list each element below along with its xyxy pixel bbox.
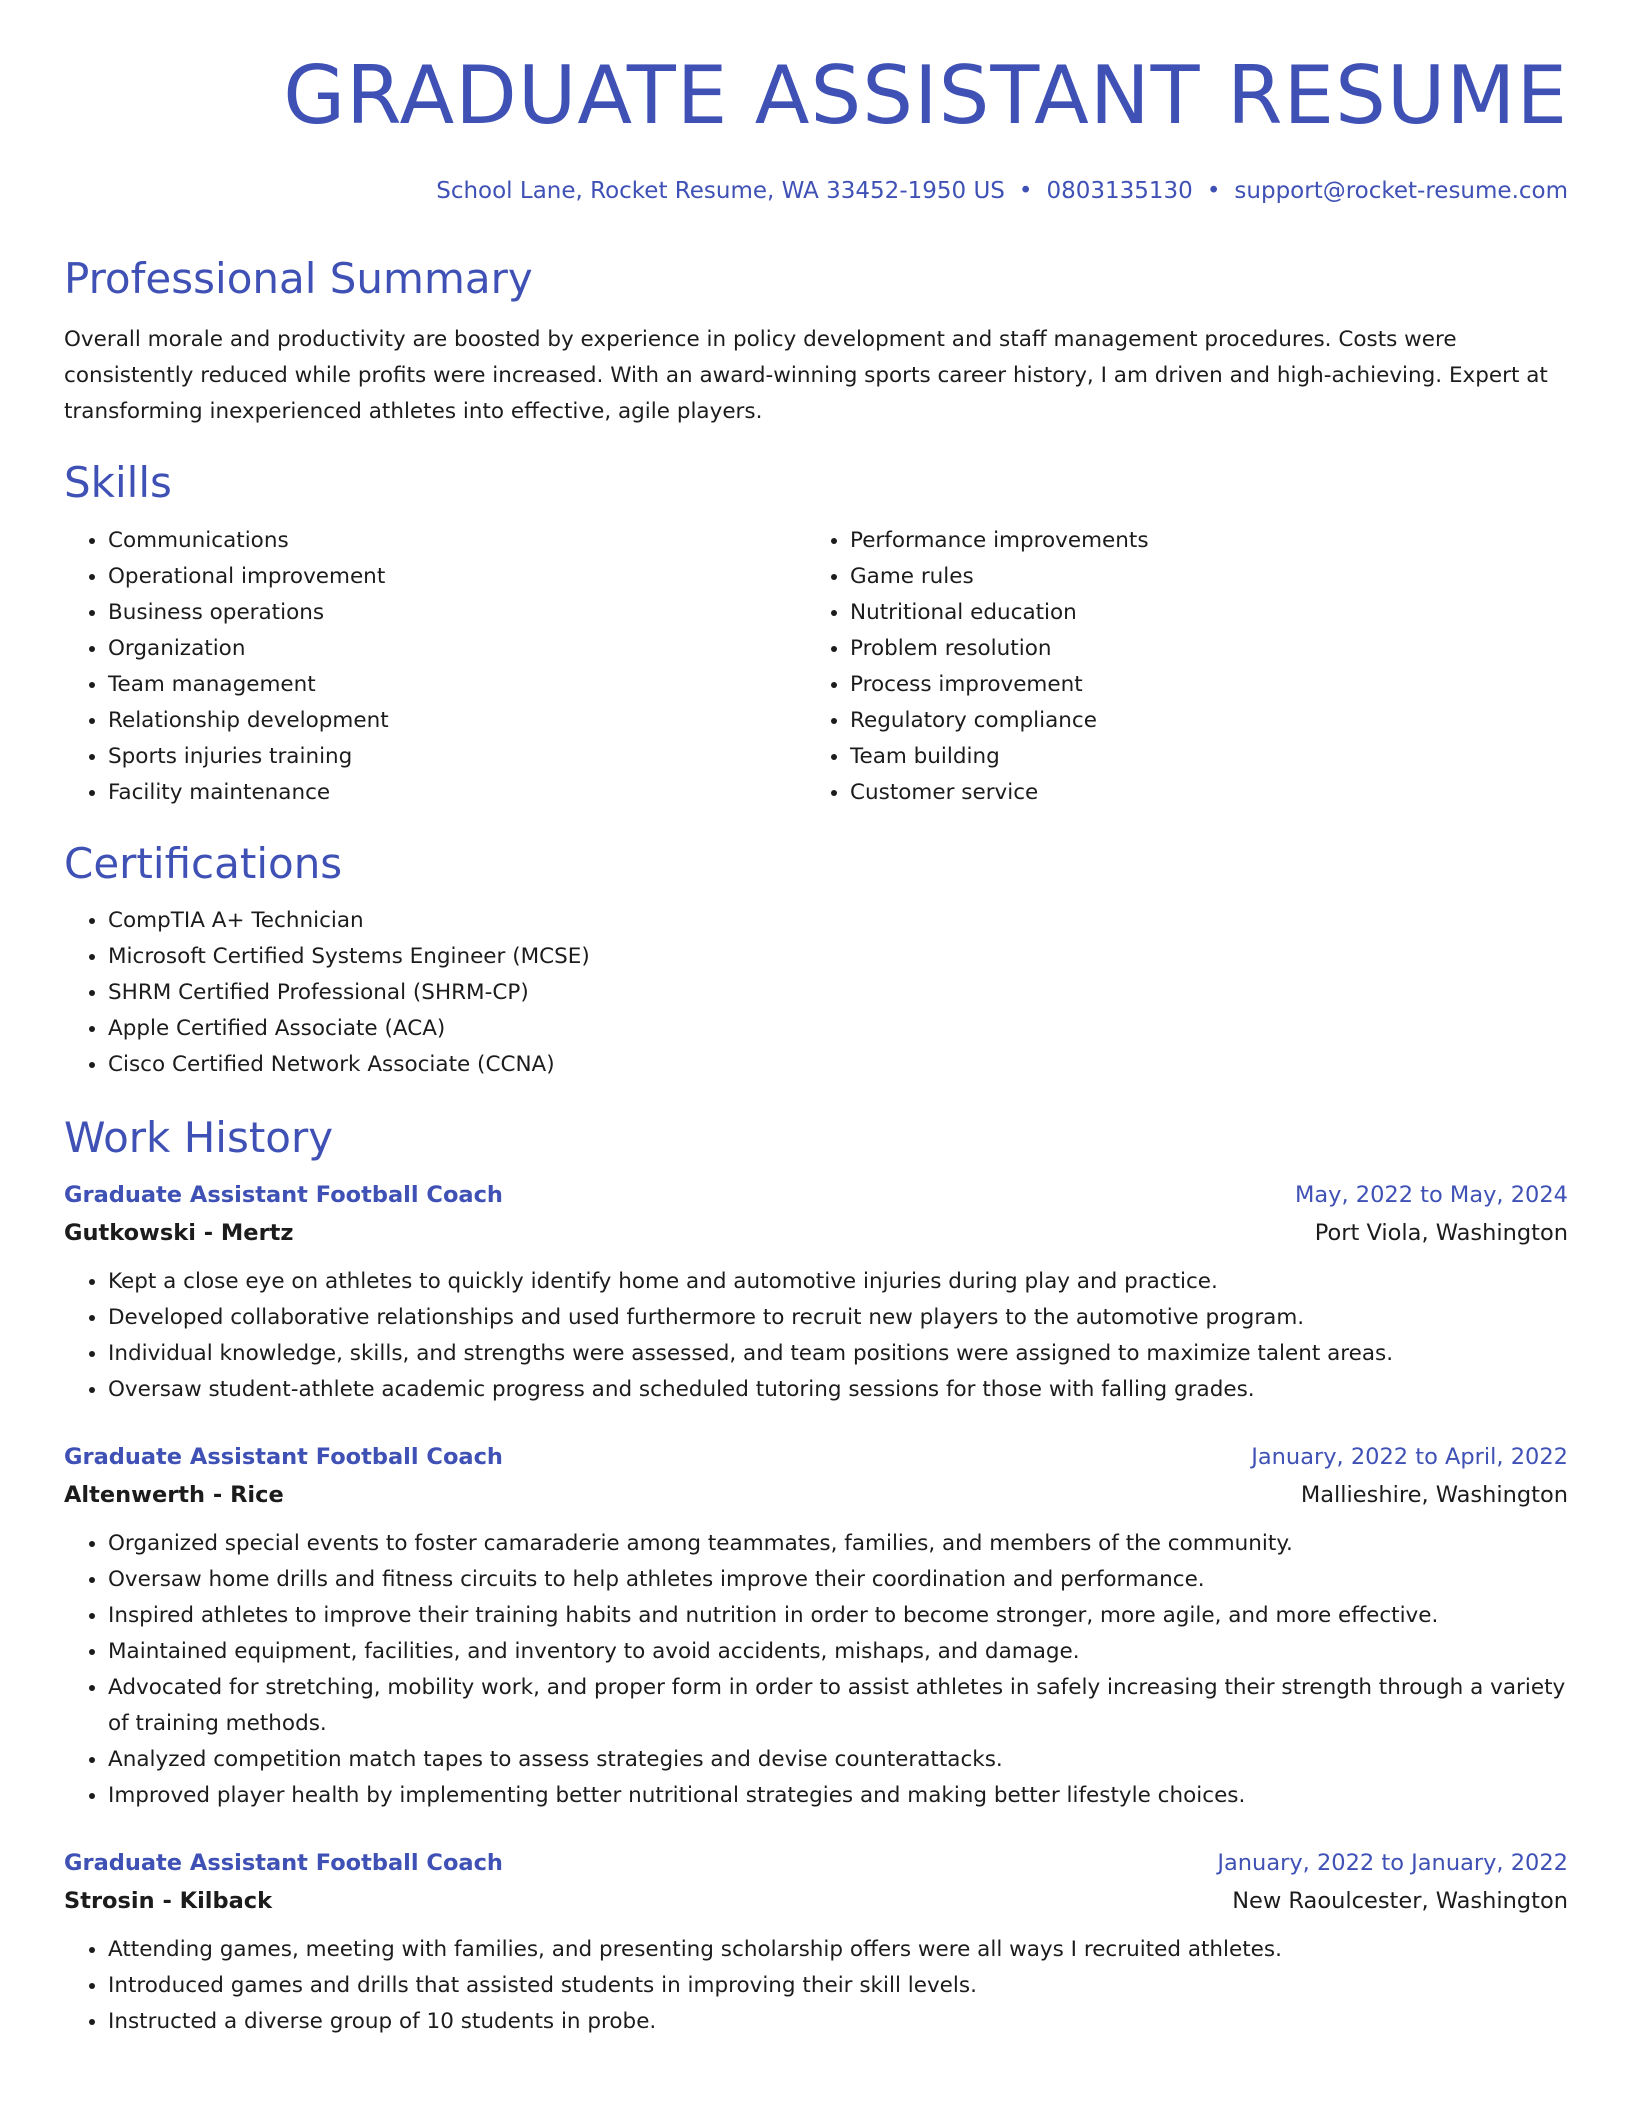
phone: 0803135130 <box>1046 178 1193 204</box>
skills-list <box>64 523 1568 811</box>
job-entry <box>64 1176 1568 1408</box>
job-bullet: • Developed collaborative relationships and used furthermore to recruit new players to the automotive program. <box>108 1300 1568 1336</box>
skill-item: • Nutritional education <box>850 595 1548 631</box>
certifications-heading: Certifications <box>64 838 343 888</box>
skill-item: • Team building <box>850 739 1548 775</box>
job-bullet: • Kept a close eye on athletes to quickly identify home and automotive injuries during play and practice. <box>108 1264 1568 1300</box>
separator-dot: • <box>1018 178 1033 204</box>
skill-item: • Performance improvements <box>850 523 1548 559</box>
skill-item: • Process improvement <box>850 667 1548 703</box>
certification-item: • CompTIA A+ Technician <box>108 903 1568 939</box>
job-company: Strosin - Kilback <box>64 1887 273 1914</box>
job-dates: May, 2022 to May, 2024 <box>1294 1181 1568 1208</box>
certifications-list <box>64 903 1568 1083</box>
job-title: Graduate Assistant Football Coach <box>64 1181 503 1208</box>
skill-item: • Relationship development <box>108 703 806 739</box>
email-link[interactable]: support@rocket-resume.com <box>1234 178 1568 204</box>
job-bullet: • Inspired athletes to improve their training habits and nutrition in order to become stronger, more agile, and more effective. <box>108 1598 1568 1634</box>
certification-item: • SHRM Certified Professional (SHRM-CP) <box>108 975 1568 1011</box>
job-bullets <box>64 1932 1568 2040</box>
job-bullet: • Organized special events to foster camaraderie among teammates, families, and members of the community. <box>108 1526 1568 1562</box>
job-bullet: • Maintained equipment, facilities, and inventory to avoid accidents, mishaps, and damage. <box>108 1634 1568 1670</box>
job-bullet: • Oversaw student-athlete academic progress and scheduled tutoring sessions for those with falling grades. <box>108 1372 1568 1408</box>
job-bullets <box>64 1264 1568 1408</box>
job-location: Mallieshire, Washington <box>1300 1481 1568 1508</box>
contact-line <box>64 178 1568 204</box>
summary-text: Overall morale and productivity are boosted by experience in policy development and staff management procedures. Costs were consistently reduced while profits were increased. With an award-winning sports career history, I am driven and high-achieving. Expert at transforming inexperienced athletes into effective, agile players. <box>64 327 1548 425</box>
job-bullet: • Instructed a diverse group of 10 students in probe. <box>108 2004 1568 2040</box>
job-company: Altenwerth - Rice <box>64 1481 284 1508</box>
separator-dot: • <box>1206 178 1221 204</box>
job-bullet: • Analyzed competition match tapes to assess strategies and devise counterattacks. <box>108 1742 1568 1778</box>
skill-item: • Business operations <box>108 595 806 631</box>
job-entry <box>64 1438 1568 1814</box>
skills-heading: Skills <box>64 458 172 508</box>
job-location: Port Viola, Washington <box>1314 1219 1568 1246</box>
address: School Lane, Rocket Resume, WA 33452-1950 US <box>436 178 1005 204</box>
job-bullet: • Improved player health by implementing better nutritional strategies and making better lifestyle choices. <box>108 1778 1568 1814</box>
resume-title: GRADUATE ASSISTANT RESUME <box>283 49 1568 142</box>
skill-item: • Regulatory compliance <box>850 703 1548 739</box>
job-entry <box>64 1844 1568 2040</box>
skill-item: • Communications <box>108 523 806 559</box>
skill-item: • Facility maintenance <box>108 775 806 811</box>
job-dates: January, 2022 to January, 2022 <box>1217 1849 1568 1876</box>
job-company: Gutkowski - Mertz <box>64 1219 294 1246</box>
job-bullet: • Individual knowledge, skills, and strengths were assessed, and team positions were assigned to maximize talent areas. <box>108 1336 1568 1372</box>
summary-heading: Professional Summary <box>64 254 533 303</box>
job-bullet: • Advocated for stretching, mobility work, and proper form in order to assist athletes in safely increasing their strength through a variety of training methods. <box>108 1670 1568 1742</box>
skill-item: • Operational improvement <box>108 559 806 595</box>
job-bullet: • Oversaw home drills and fitness circuits to help athletes improve their coordination and performance. <box>108 1562 1568 1598</box>
job-bullet: • Introduced games and drills that assisted students in improving their skill levels. <box>108 1968 1568 2004</box>
job-title: Graduate Assistant Football Coach <box>64 1849 503 1876</box>
skill-item: • Customer service <box>850 775 1548 811</box>
skill-item: • Team management <box>108 667 806 703</box>
job-bullets <box>64 1526 1568 1814</box>
skill-item: • Organization <box>108 631 806 667</box>
job-title: Graduate Assistant Football Coach <box>64 1443 503 1470</box>
certification-item: • Apple Certified Associate (ACA) <box>108 1011 1568 1047</box>
skill-item: • Problem resolution <box>850 631 1548 667</box>
job-location: New Raoulcester, Washington <box>1232 1887 1568 1914</box>
skills-column-left <box>64 523 806 811</box>
certification-item: • Cisco Certified Network Associate (CCNA) <box>108 1047 1568 1083</box>
skill-item: • Sports injuries training <box>108 739 806 775</box>
job-bullet: • Attending games, meeting with families, and presenting scholarship offers were all ways I recruited athletes. <box>108 1932 1568 1968</box>
work-history-heading: Work History <box>64 1113 334 1163</box>
job-dates: January, 2022 to April, 2022 <box>1251 1443 1568 1470</box>
skills-column-right <box>806 523 1548 811</box>
certification-item: • Microsoft Certified Systems Engineer (MCSE) <box>108 939 1568 975</box>
skill-item: • Game rules <box>850 559 1548 595</box>
